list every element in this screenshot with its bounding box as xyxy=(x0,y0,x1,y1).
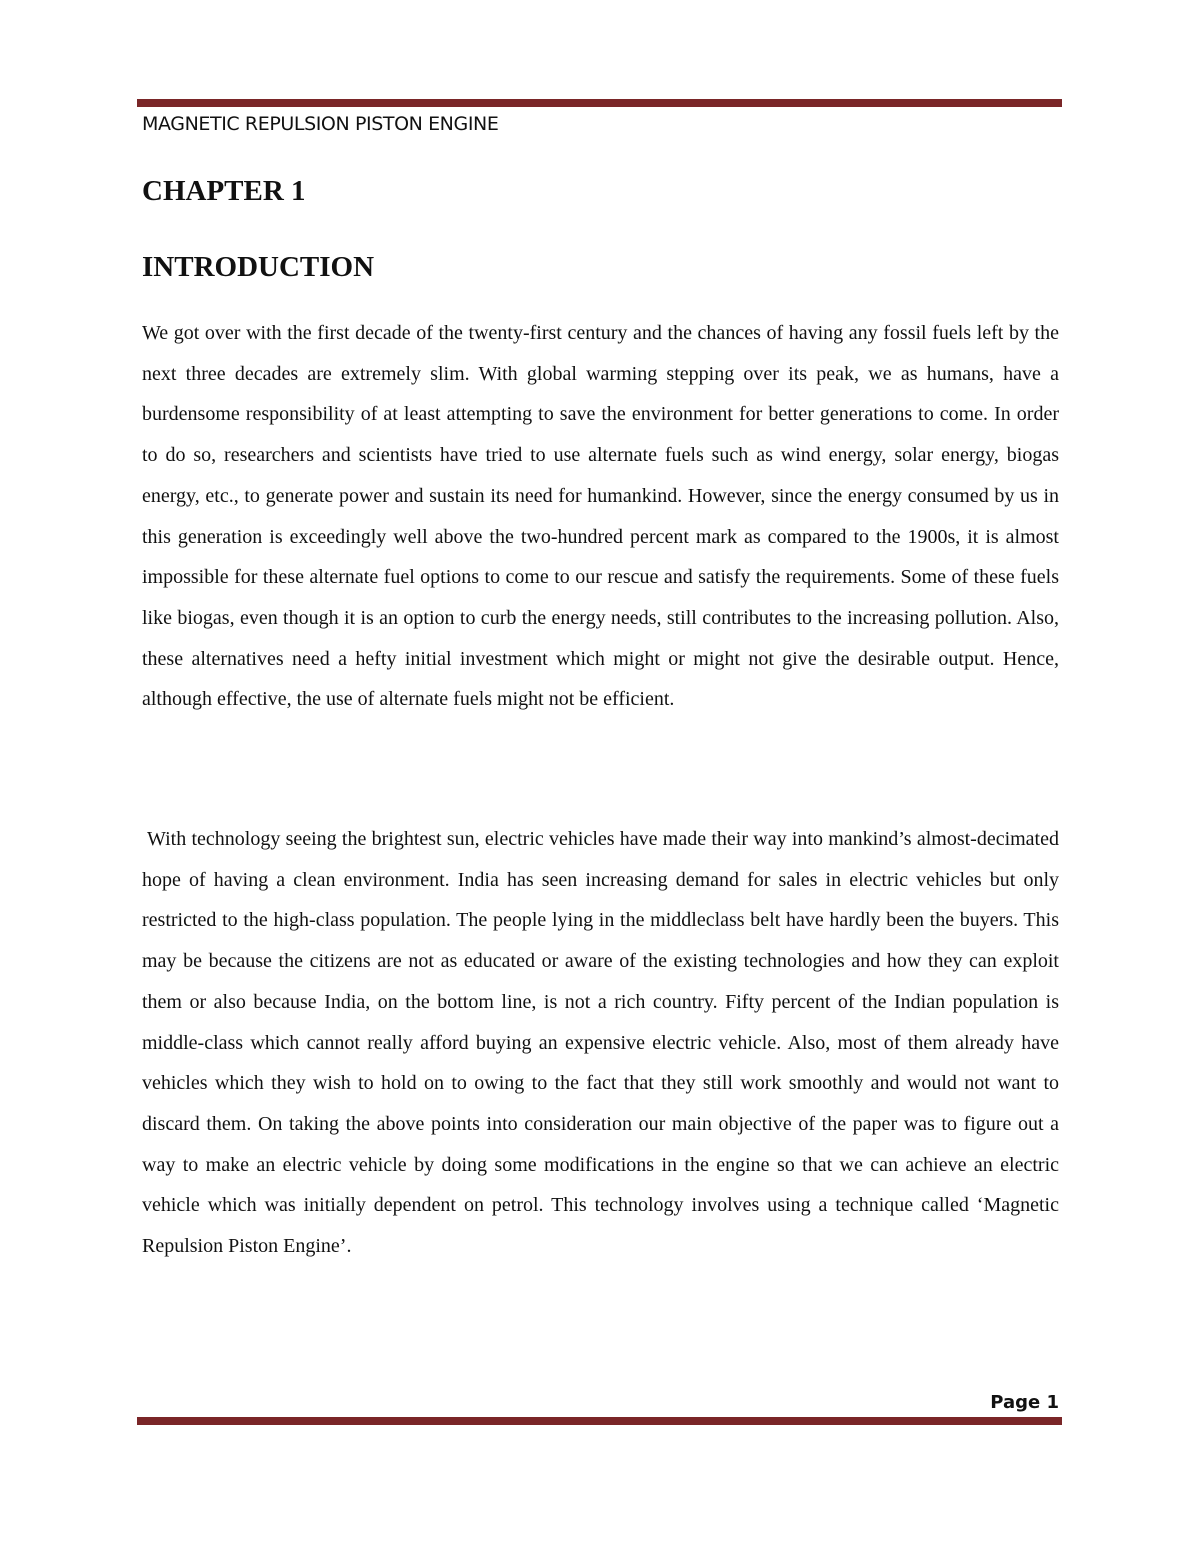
section-title: INTRODUCTION xyxy=(142,251,375,283)
footer-rule xyxy=(137,1417,1062,1425)
chapter-label: CHAPTER 1 xyxy=(142,175,306,207)
page-number: Page 1 xyxy=(990,1392,1059,1413)
body-paragraph-2: With technology seeing the brightest sun, electric vehicles have made their way into mankind’s almost-decimated hope of having a clean environment. India has seen increasing demand for sales in electric vehicles but only restricted to the high-class population. The people lying in the middleclass belt have hardly been the buyers. This may be because the citizens are not as educated or aware of the existing technologies and how they can exploit them or also because India, on the bottom line, is not a rich country. Fifty percent of the Indian population is middle-class which cannot really afford buying an expensive electric vehicle. Also, most of them already have vehicles which they wish to hold on to owing to the fact that they still work smoothly and would not want to discard them. On taking the above points into consideration our main objective of the paper was to figure out a way to make an electric vehicle by doing some modifications in the engine so that we can achieve an electric vehicle which was initially dependent on petrol. This technology involves using a technique called ‘Magnetic Repulsion Piston Engine’. xyxy=(142,828,1059,1258)
body-paragraph-1: We got over with the first decade of the twenty-first century and the chances of having any fossil fuels left by the next three decades are extremely slim. With global warming stepping over its peak, we as humans, have a burdensome responsibility of at least attempting to save the environment for better generations to come. In order to do so, researchers and scientists have tried to use alternate fuels such as wind energy, solar energy, biogas energy, etc., to generate power and sustain its need for humankind. However, since the energy consumed by us in this generation is exceedingly well above the two-hundred percent mark as compared to the 1900s, it is almost impossible for these alternate fuel options to come to our rescue and satisfy the requirements. Some of these fuels like biogas, even though it is an option to curb the energy needs, still contributes to the increasing pollution. Also, these alternatives need a hefty initial investment which might or might not give the desirable output. Hence, although effective, the use of alternate fuels might not be efficient. xyxy=(142,322,1059,711)
running-header-title: MAGNETIC REPULSION PISTON ENGINE xyxy=(142,113,499,135)
header-rule xyxy=(137,99,1062,107)
